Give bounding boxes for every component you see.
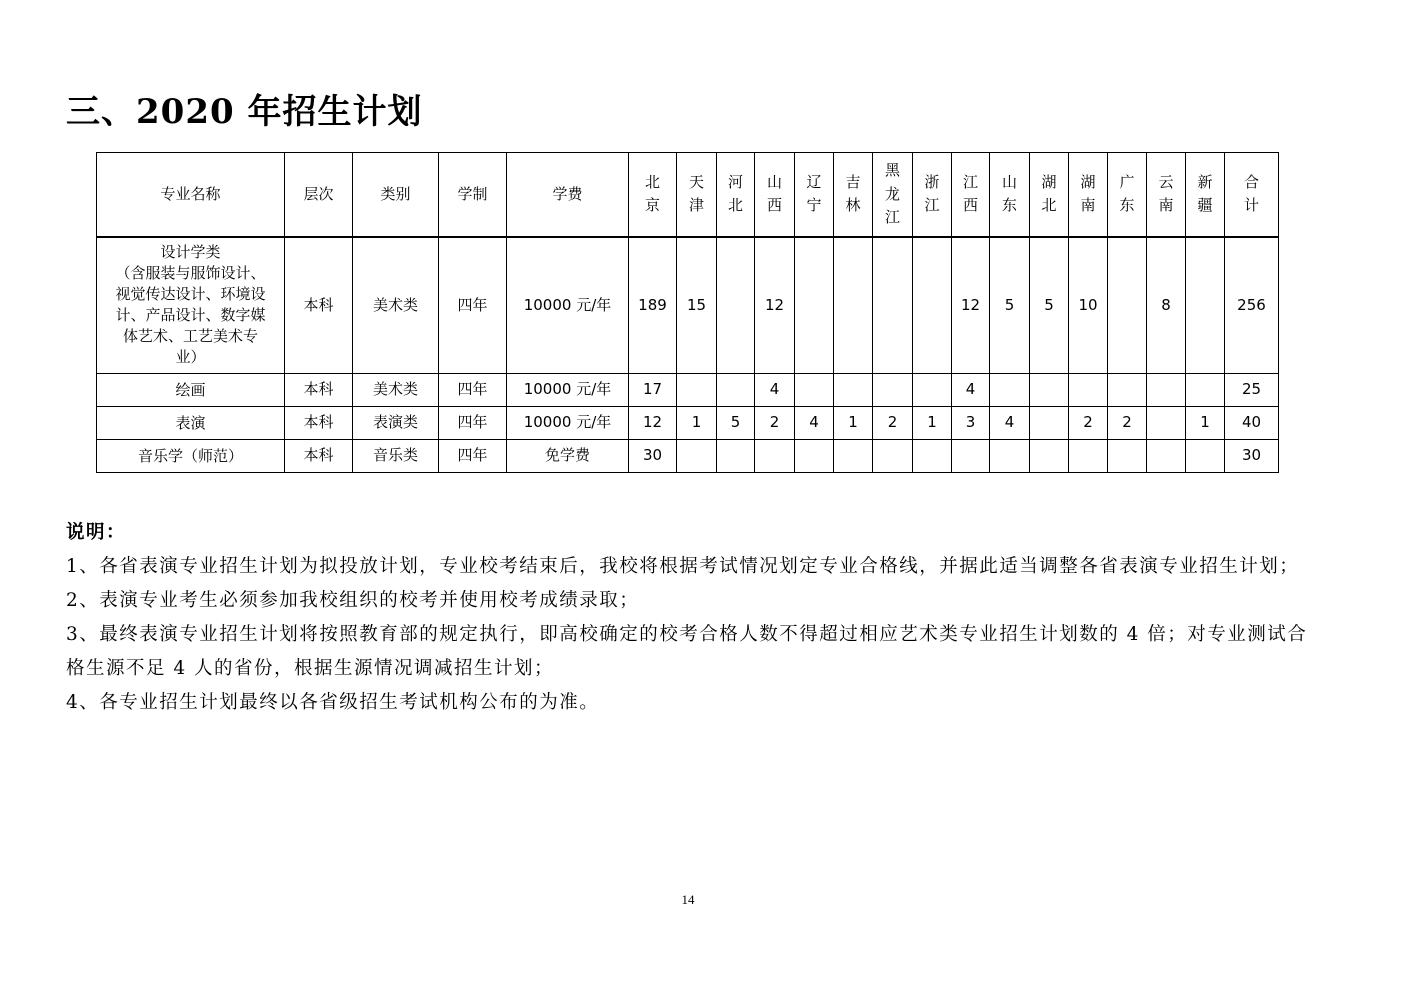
table-header-row: [97, 153, 1279, 237]
table-header-cell: 合 计: [1225, 153, 1279, 237]
table-cell: [677, 374, 717, 407]
table-cell: 10000 元/年: [507, 237, 629, 374]
table-cell: 5: [990, 237, 1030, 374]
table-header-cell: 广 东: [1108, 153, 1147, 237]
table-cell: 4: [795, 407, 834, 440]
table-header-cell: 黑 龙 江: [873, 153, 913, 237]
table-cell: [1186, 374, 1225, 407]
table-cell: [873, 237, 913, 374]
table-header-cell: 北 京: [629, 153, 677, 237]
table-cell: [990, 440, 1030, 473]
table-cell: 音乐学（师范）: [97, 440, 285, 473]
table-cell: [873, 440, 913, 473]
table-cell: 5: [1030, 237, 1069, 374]
table-cell: 17: [629, 374, 677, 407]
table-row: [97, 440, 1279, 473]
table-cell: 256: [1225, 237, 1279, 374]
table-cell: 四年: [439, 237, 507, 374]
table-cell: [795, 440, 834, 473]
table-cell: 12: [629, 407, 677, 440]
table-cell: 12: [755, 237, 795, 374]
table-header-cell: 专业名称: [97, 153, 285, 237]
table-header-cell: 山 东: [990, 153, 1030, 237]
table-header-cell: 湖 南: [1069, 153, 1108, 237]
note-item: 3、最终表演专业招生计划将按照教育部的规定执行，即高校确定的校考合格人数不得超过相应艺术类专业招生计划数的 4 倍；对专业测试合格生源不足 4 人的省份，根据生源情况调减招生计划；: [66, 624, 1308, 679]
table-cell: 2: [755, 407, 795, 440]
note-item: 4、各专业招生计划最终以各省级招生考试机构公布的为准。: [66, 692, 600, 713]
table-header-cell: 湖 北: [1030, 153, 1069, 237]
table-cell: 1: [834, 407, 873, 440]
table-cell: [1069, 374, 1108, 407]
table-cell: [1108, 440, 1147, 473]
note-item: 2、表演专业考生必须参加我校组织的校考并使用校考成绩录取；: [66, 590, 640, 611]
table-cell: 10000 元/年: [507, 407, 629, 440]
table-header-cell: 层次: [285, 153, 353, 237]
table-cell: 2: [873, 407, 913, 440]
table-header-cell: 河 北: [717, 153, 755, 237]
table-cell: [1030, 440, 1069, 473]
table-cell: [873, 374, 913, 407]
table-cell: 4: [990, 407, 1030, 440]
table-cell: 设计学类 （含服装与服饰设计、 视觉传达设计、环境设 计、产品设计、数字媒 体艺术、工艺美术专 业）: [97, 237, 285, 374]
table-cell: 四年: [439, 407, 507, 440]
table-header-cell: 辽 宁: [795, 153, 834, 237]
table-cell: [1186, 237, 1225, 374]
table-cell: 12: [952, 237, 990, 374]
table-cell: [1069, 440, 1108, 473]
table-cell: 1: [677, 407, 717, 440]
notes-section: [66, 516, 1316, 720]
table-cell: 15: [677, 237, 717, 374]
table-cell: [913, 440, 952, 473]
table-cell: 免学费: [507, 440, 629, 473]
table-cell: 40: [1225, 407, 1279, 440]
table-cell: [717, 374, 755, 407]
table-cell: 美术类: [353, 237, 439, 374]
page-number: 14: [681, 892, 695, 907]
table-cell: 25: [1225, 374, 1279, 407]
table-cell: 本科: [285, 237, 353, 374]
table-row: [97, 407, 1279, 440]
table-header-cell: 云 南: [1147, 153, 1186, 237]
table-cell: [717, 440, 755, 473]
table-cell: 四年: [439, 440, 507, 473]
table-cell: 1: [913, 407, 952, 440]
table-cell: [1186, 440, 1225, 473]
table-cell: 表演: [97, 407, 285, 440]
notes-title: 说明：: [66, 522, 127, 543]
table-cell: [717, 237, 755, 374]
table-header-cell: 山 西: [755, 153, 795, 237]
table-cell: [1030, 374, 1069, 407]
table-cell: 30: [629, 440, 677, 473]
table-cell: 5: [717, 407, 755, 440]
table-cell: 8: [1147, 237, 1186, 374]
table-cell: 本科: [285, 374, 353, 407]
table-cell: 2: [1108, 407, 1147, 440]
table-cell: 绘画: [97, 374, 285, 407]
table-header-cell: 江 西: [952, 153, 990, 237]
table-row: [97, 237, 1279, 374]
table-cell: [913, 374, 952, 407]
note-item: 1、各省表演专业招生计划为拟投放计划，专业校考结束后，我校将根据考试情况划定专业合格线，并据此适当调整各省表演专业招生计划；: [66, 556, 1300, 577]
table-header-cell: 学制: [439, 153, 507, 237]
table-cell: 音乐类: [353, 440, 439, 473]
table-cell: 4: [755, 374, 795, 407]
table-cell: [1147, 374, 1186, 407]
table-cell: [755, 440, 795, 473]
table-cell: 30: [1225, 440, 1279, 473]
table-header-cell: 浙 江: [913, 153, 952, 237]
table-header-cell: 吉 林: [834, 153, 873, 237]
table-cell: 189: [629, 237, 677, 374]
table-header-cell: 新 疆: [1186, 153, 1225, 237]
table-cell: 本科: [285, 407, 353, 440]
table-cell: 4: [952, 374, 990, 407]
table-cell: [834, 374, 873, 407]
enrollment-plan-table: [96, 152, 1279, 473]
table-cell: 2: [1069, 407, 1108, 440]
table-cell: [795, 237, 834, 374]
table-cell: 10: [1069, 237, 1108, 374]
table-cell: [795, 374, 834, 407]
table-cell: 1: [1186, 407, 1225, 440]
table-cell: [1108, 237, 1147, 374]
table-cell: [677, 440, 717, 473]
table-cell: [834, 440, 873, 473]
table-cell: [990, 374, 1030, 407]
table-cell: 美术类: [353, 374, 439, 407]
page-heading: 三、2020 年招生计划: [66, 92, 423, 132]
table-cell: 表演类: [353, 407, 439, 440]
table-cell: [1147, 407, 1186, 440]
table-cell: [1147, 440, 1186, 473]
table-header-cell: 天 津: [677, 153, 717, 237]
table-cell: 10000 元/年: [507, 374, 629, 407]
table-cell: [834, 237, 873, 374]
table-cell: [913, 237, 952, 374]
table-cell: [952, 440, 990, 473]
table-cell: 四年: [439, 374, 507, 407]
table-cell: 本科: [285, 440, 353, 473]
table-cell: [1108, 374, 1147, 407]
table-row: [97, 374, 1279, 407]
table-cell: [1030, 407, 1069, 440]
table-cell: 3: [952, 407, 990, 440]
table-header-cell: 学费: [507, 153, 629, 237]
table-header-cell: 类别: [353, 153, 439, 237]
